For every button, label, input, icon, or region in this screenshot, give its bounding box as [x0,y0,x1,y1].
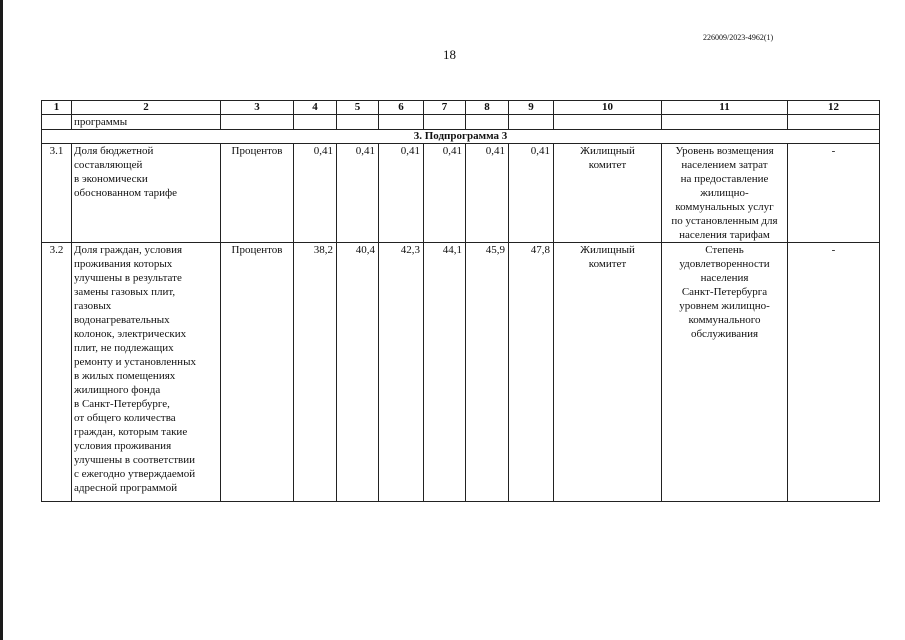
row-number: 3.1 [42,144,72,243]
table-row [42,144,880,243]
value-cell: 0,41 [337,144,379,243]
row-number: 3.2 [42,243,72,502]
header-cell: 12 [788,101,880,115]
value-cell: 0,41 [466,144,509,243]
header-cell: 2 [72,101,221,115]
indicator-name: Доля граждан, условия проживания которых улучшены в результате замены газовых плит, газовых водонагревательных колонок, электрических плит, не подлежащих ремонту и установленных в жилых помещениях жилищного фонда в Санкт-Петербурге, от общего количества граждан, которым такие условия проживания улучшены в соответствии с ежегодно утверждаемой адресной программой [72,243,221,502]
unit-cell: Процентов [221,144,294,243]
value-cell: 47,8 [509,243,554,502]
value-cell: 40,4 [337,243,379,502]
document-id: 226009/2023-4962(1) [703,33,774,42]
continuation-text: программы [72,115,221,130]
header-cell: 11 [662,101,788,115]
header-cell: 10 [554,101,662,115]
header-cell: 1 [42,101,72,115]
value-cell: 0,41 [379,144,424,243]
value-cell: 0,41 [424,144,466,243]
indicators-table [41,100,880,502]
unit-cell: Процентов [221,243,294,502]
value-cell: 0,41 [294,144,337,243]
header-cell: 3 [221,101,294,115]
header-cell: 7 [424,101,466,115]
value-cell: 0,41 [509,144,554,243]
goal-cell: Степень удовлетворенности населения Санкт-Петербурга уровнем жилищно- коммунального обслуживания [662,243,788,502]
header-cell: 6 [379,101,424,115]
goal-cell: Уровень возмещения населением затрат на предоставление жилищно- коммунальных услуг по установленным для населения тарифам [662,144,788,243]
indicator-name: Доля бюджетной составляющей в экономически обоснованном тарифе [72,144,221,243]
note-cell: - [788,144,880,243]
section-title: 3. Подпрограмма 3 [42,130,880,144]
responsible-cell: Жилищный комитет [554,144,662,243]
page-number: 18 [443,47,456,62]
responsible-cell: Жилищный комитет [554,243,662,502]
table-header-row [42,101,880,115]
header-cell: 9 [509,101,554,115]
section-row [42,130,880,144]
value-cell: 44,1 [424,243,466,502]
scan-edge-line [0,0,9,640]
value-cell: 45,9 [466,243,509,502]
table-row [42,243,880,502]
continuation-row [42,115,880,130]
value-cell: 42,3 [379,243,424,502]
note-cell: - [788,243,880,502]
header-cell: 8 [466,101,509,115]
header-cell: 4 [294,101,337,115]
header-cell: 5 [337,101,379,115]
value-cell: 38,2 [294,243,337,502]
